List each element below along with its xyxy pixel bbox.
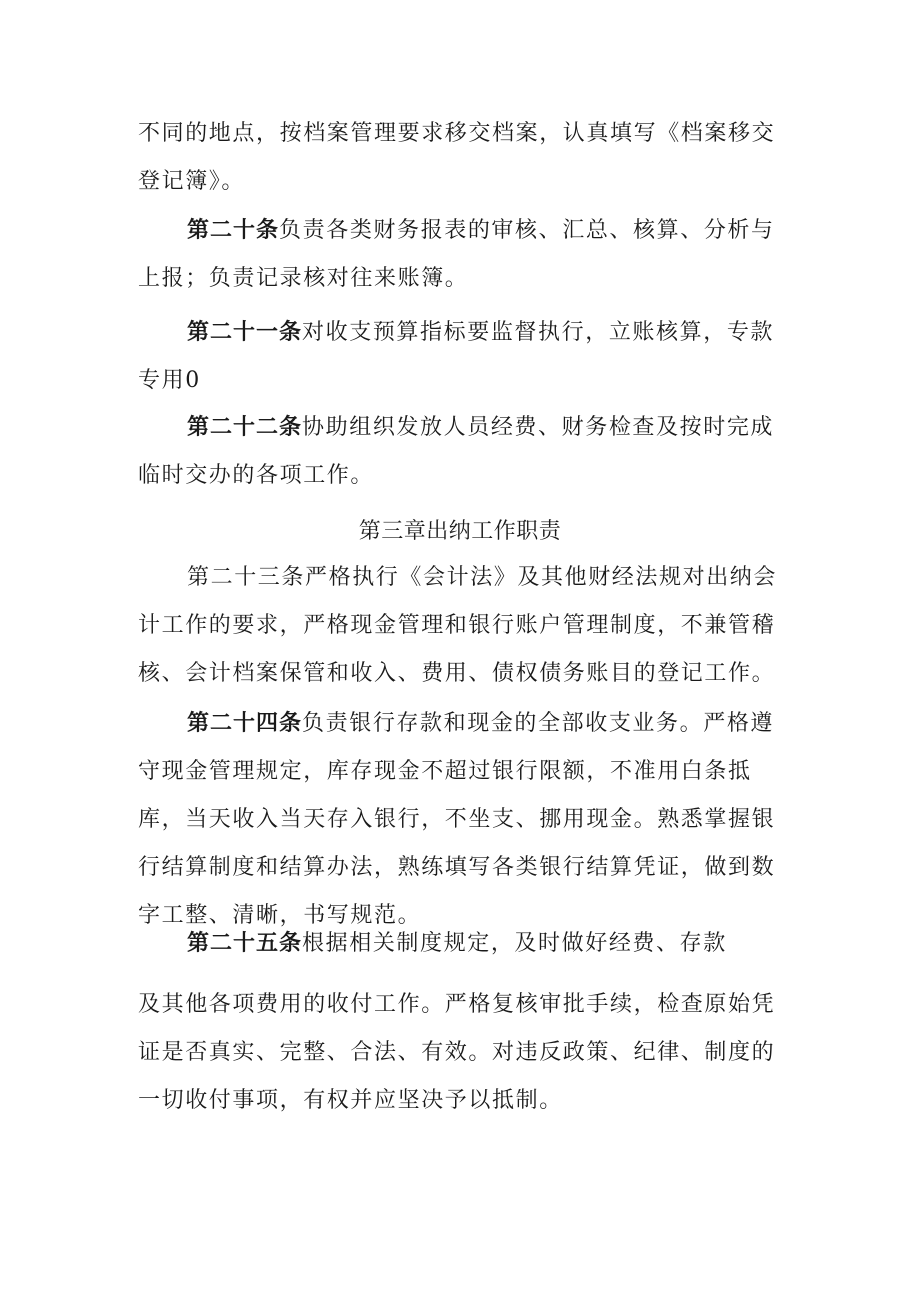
paragraph-text: 负责各类财务报表的审核、汇总、核算、分析与上报；负责记录核对往来账簿。 [138, 218, 775, 291]
article-25-continuation [138, 981, 788, 1125]
paragraph-text: 协助组织发放人员经费、财务检查及按时完成临时交办的各项工作。 [138, 415, 775, 488]
paragraph-text: 不同的地点，按档案管理要求移交档案，认真填写《档案移交登记簿》。 [138, 121, 776, 194]
article-number: 第二十五条 [187, 931, 303, 956]
article-23 [138, 554, 788, 698]
article-20 [138, 207, 788, 303]
paragraph-text: 负责银行存款和现金的全部收支业务。严格遵守现金管理规定，库存现金不超过银行限额，不准用白条抵库，当天收入当天存入银行，不坐支、挪用现金。熟悉掌握银行结算制度和结算办法，熟练填写各类银行结算凭证，做到数字工整、清晰，书写规范。 [138, 711, 776, 928]
paragraph-text: 根据相关制度规定，及时做好经费、存款 [302, 931, 727, 956]
chapter-heading: 第三章出纳工作职责 [358, 519, 562, 544]
paragraph-text: 及其他各项费用的收付工作。严格复核审批手续，检查原始凭证是否真实、完整、合法、有效。对违反政策、纪律、制度的一切收付事项，有权并应坚决予以抵制。 [138, 992, 776, 1113]
paragraph-text: 第二十三条严格执行《会计法》及其他财经法规对出纳会计工作的要求，严格现金管理和银行账户管理制度，不兼管稽核、会计档案保管和收入、费用、债权债务账目的登记工作。 [138, 565, 778, 686]
article-22 [138, 404, 788, 500]
article-number: 第二十四条 [187, 711, 303, 736]
article-21 [138, 309, 788, 405]
paragraph-text: 对收支预算指标要监督执行，立账核算，专款专用0 [138, 320, 775, 393]
article-number: 第二十条 [187, 218, 280, 243]
article-number: 第二十一条 [187, 320, 303, 345]
article-25 [138, 920, 788, 968]
article-number: 第二十二条 [187, 415, 303, 440]
article-24 [138, 700, 788, 940]
paragraph-continuation [138, 110, 788, 206]
